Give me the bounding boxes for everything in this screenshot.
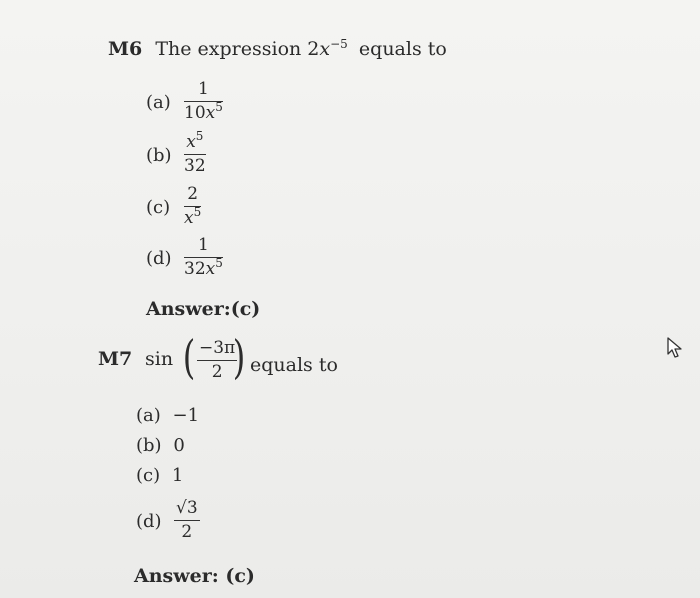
denominator: 2 <box>181 522 193 542</box>
numerator: 2 <box>187 184 199 204</box>
option-label: (d) <box>146 248 172 269</box>
numerator: √3 <box>176 498 198 518</box>
numerator: 1 <box>198 235 209 255</box>
right-paren: ) <box>232 330 246 384</box>
left-paren: ( <box>182 330 196 384</box>
list-item: (a) −1 <box>136 405 200 426</box>
option-d-fraction <box>174 500 200 541</box>
stem-text-end: equals to <box>358 38 447 60</box>
option-d-fraction <box>184 237 223 278</box>
option-a-fraction <box>184 81 223 122</box>
option-label: (a) <box>146 92 171 113</box>
numerator: 1 <box>198 79 209 99</box>
denominator: 2 <box>211 362 223 382</box>
question-number: M7 <box>98 348 133 370</box>
option-label: (c) <box>146 197 171 218</box>
denominator: 32 <box>184 156 206 176</box>
question-number: M6 <box>108 38 143 60</box>
stem-text-end: equals to <box>250 354 338 376</box>
stem-text: The expression 2 <box>155 38 320 60</box>
stem-variable: x <box>319 38 331 60</box>
m7-fraction <box>197 340 237 381</box>
denominator: $x^5$ <box>184 205 202 228</box>
answer-m7: Answer: (c) <box>134 565 255 587</box>
list-item: (b) 0 <box>136 435 185 456</box>
function-name: sin <box>145 348 174 370</box>
numerator: −3π <box>199 338 236 358</box>
mouse-pointer-icon <box>667 337 683 359</box>
answer-m6: Answer:(c) <box>146 298 261 320</box>
option-b-fraction <box>184 129 206 176</box>
stem-exponent: −5 <box>330 37 348 51</box>
list-item: (c) 1 <box>136 465 184 486</box>
option-c-fraction <box>184 186 201 227</box>
option-label: (d) <box>136 511 162 532</box>
denominator: $10x^5$ <box>184 100 223 123</box>
denominator: $32x^5$ <box>184 256 223 279</box>
option-label: (b) <box>146 145 172 166</box>
numerator: $x^5$ <box>186 129 204 152</box>
question-m6-stem <box>108 38 447 60</box>
